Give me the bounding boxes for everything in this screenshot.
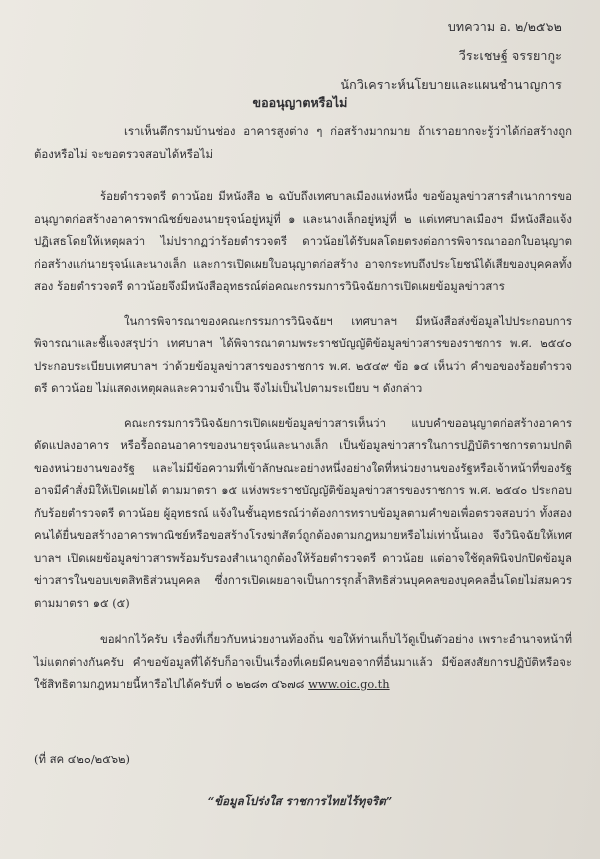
article-number: บทความ อ. ๒/๒๕๖๒ <box>447 19 562 34</box>
oic-website-link[interactable]: www.oic.go.th <box>308 677 390 691</box>
article-body <box>34 120 572 708</box>
reference-number: (ที่ สค ๔๒๐/๒๕๖๒) <box>34 752 130 766</box>
advice-text: ขอฝากไว้ครับ เรื่องที่เกี่ยวกับหน่วยงานท้องถิ่น ขอให้ท่านเก็บไว้ดูเป็นตัวอย่าง เพราะอำนาจหน้าที่ไม่แตกต่างกันครับ คำขอข้อมูลที่ได้รับก็อาจเป็นเรื่องที่เคยมีคนขอจากที่อื่นมาแล้ว มีข้อสงสัยการปฏิบัติหรือจะใช้สิทธิตามกฎหมายนี้หารือไปได้ครับที่ ๐ ๒๒๘๓ ๔๖๗๘ <box>34 632 572 691</box>
slogan: “ข้อมูลโปร่งใส ราชการไทยไร้ทุจริต” <box>207 794 393 808</box>
advice-paragraph <box>34 628 572 696</box>
case-paragraph: ร้อยตำรวจตรี ดาวน้อย มีหนังสือ ๒ ฉบับถึงเทศบาลเมืองแห่งหนึ่ง ขอข้อมูลข่าวสารสำเนาการขออนุญาตก่อสร้างอาคารพาณิชย์ของนายรุจน์อยู่หมู่ที่ ๑ และนางเล็กอยู่หมู่ที่ ๒ แต่เทศบาลเมืองฯ มีหนังสือแจ้งปฏิเสธโดยให้เหตุผลว่า ไม่ปรากฏว่าร้อยตำรวจตรี ดาวน้อยได้รับผลโดยตรงต่อการพิจารณาออกใบอนุญาตก่อสร้างแก่นายรุจน์และนางเล็ก และการเปิดเผยใบอนุญาตก่อสร้าง อาจกระทบถึงประโยชน์ได้เสียของบุคคลทั้งสอง ร้อยตำรวจตรี ดาวน้อยจึงมีหนังสืออุทธรณ์ต่อคณะกรรมการวินิจฉัยการเปิดเผยข้อมูลข่าวสาร <box>34 189 572 293</box>
document-header <box>341 12 563 99</box>
decision-paragraph: คณะกรรมการวินิจฉัยการเปิดเผยข้อมูลข่าวสารเห็นว่า แบบคำขออนุญาตก่อสร้างอาคาร ดัดแปลงอาคาร หรือรื้อถอนอาคารของนายรุจน์และนางเล็ก เป็นข้อมูลข่าวสารในการปฏิบัติราชการตามปกติของหน่วยงานของรัฐ และไม่มีข้อความที่เข้าลักษณะอย่างหนึ่งอย่างใดที่หน่วยงานของรัฐหรือเจ้าหน้าที่ของรัฐอาจมีคำสั่งมิให้เปิดเผยได้ ตามมาตรา ๑๕ แห่งพระราชบัญญัติข้อมูลข่าวสารของราชการ พ.ศ. ๒๕๔๐ ประกอบกับร้อยตำรวจตรี ดาวน้อย ผู้อุทธรณ์ แจ้งในชั้นอุทธรณ์ว่าต้องการทราบข้อมูลตามคำขอเพื่อตรวจสอบว่า ทั้งสองคนได้ยื่นขอสร้างอาคารพาณิชย์หรือขอสร้างโรงฆ่าสัตว์ถูกต้องตามกฎหมายหรือไม่เท่านั้นเอง จึงวินิจฉัยให้เทศบาลฯ เปิดเผยข้อมูลข่าวสารพร้อมรับรองสำเนาถูกต้องให้ร้อยตำรวจตรี ดาวน้อย แต่อาจใช้ดุลพินิจปกปิดข้อมูลข่าวสารในขอบเขตสิทธิส่วนบุคคล ซึ่งการเปิดเผยอาจเป็นการรุกล้ำสิทธิส่วนบุคคลของบุคคลอื่นโดยไม่สมควร ตามมาตรา ๑๕ (๕) <box>34 415 572 610</box>
article-title: ขออนุญาตหรือไม่ <box>252 95 348 110</box>
intro-paragraph: เราเห็นตึกรามบ้านช่อง อาคารสูงต่าง ๆ ก่อสร้างมากมาย ถ้าเราอยากจะรู้ว่าได้ก่อสร้างถูกต้องหรือไม่ จะขอตรวจสอบได้หรือไม่ <box>34 124 572 161</box>
author-position: นักวิเคราะห์นโยบายและแผนชำนาญการ <box>340 77 562 92</box>
author-name: วีระเชษฐ์ จรรยากูะ <box>458 48 562 63</box>
municipality-paragraph: ในการพิจารณาของคณะกรรมการวินิจฉัยฯ เทศบาลฯ มีหนังสือส่งข้อมูลไปประกอบการพิจารณาและชี้แจงสรุปว่า เทศบาลฯ ได้พิจารณาตามพระราชบัญญัติข้อมูลข่าวสารของราชการ พ.ศ. ๒๕๔๐ ประกอบระเบียบเทศบาลฯ ว่าด้วยข้อมูลข่าวสารของราชการ พ.ศ. ๒๕๔๙ ข้อ ๑๔ เห็นว่า คำขอของร้อยตำรวจตรี ดาวน้อย ไม่แสดงเหตุผลและความจำเป็น จึงไม่เป็นไปตามระเบียบ ฯ ดังกล่าว <box>34 313 572 395</box>
